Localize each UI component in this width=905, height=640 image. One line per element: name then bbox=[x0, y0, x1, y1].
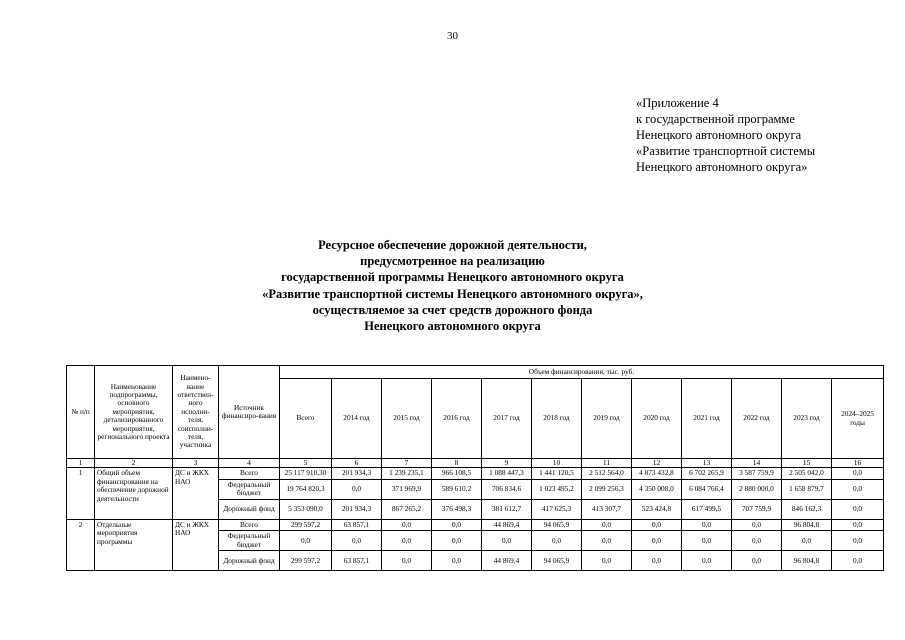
funding-value: 63 857,1 bbox=[332, 519, 382, 530]
funding-value: 0,0 bbox=[732, 551, 782, 571]
table-row bbox=[67, 468, 884, 479]
funding-value: 2 099 256,3 bbox=[582, 479, 632, 499]
title-line: Ресурсное обеспечение дорожной деятельности, bbox=[318, 238, 587, 252]
title-line: «Развитие транспортной системы Ненецкого автономного округа», bbox=[262, 286, 643, 301]
row-num: 2 bbox=[67, 519, 95, 570]
funding-value: 0,0 bbox=[632, 519, 682, 530]
column-number: 7 bbox=[382, 459, 432, 468]
funding-value: 96 804,8 bbox=[782, 551, 832, 571]
column-number: 8 bbox=[432, 459, 482, 468]
funding-value: 0,0 bbox=[582, 551, 632, 571]
funding-value: 0,0 bbox=[832, 468, 884, 479]
funding-value: 2 505 042,0 bbox=[782, 468, 832, 479]
column-number: 13 bbox=[682, 459, 732, 468]
funding-value: 1 239 235,1 bbox=[382, 468, 432, 479]
column-number: 12 bbox=[632, 459, 682, 468]
header-executor: Наимено-вание ответствен-ного исполни-теля, соисполни-теля, участника bbox=[173, 366, 219, 459]
funding-value: 867 265,2 bbox=[382, 499, 432, 519]
column-number: 11 bbox=[582, 459, 632, 468]
funding-value: 0,0 bbox=[732, 519, 782, 530]
funding-value: 4 350 008,0 bbox=[632, 479, 682, 499]
funding-value: 0,0 bbox=[682, 551, 732, 571]
header-year: 2023 год bbox=[782, 379, 832, 459]
header-year: 2018 год bbox=[532, 379, 582, 459]
row-executor: ДС и ЖКХ НАО bbox=[173, 519, 219, 570]
column-number: 6 bbox=[332, 459, 382, 468]
funding-value: 63 857,1 bbox=[332, 551, 382, 571]
header-year: 2019 год bbox=[582, 379, 632, 459]
funding-value: 94 065,9 bbox=[532, 551, 582, 571]
funding-value: 19 764 820,3 bbox=[280, 479, 332, 499]
funding-value: 707 759,9 bbox=[732, 499, 782, 519]
funding-value: 0,0 bbox=[532, 531, 582, 551]
funding-source: Федеральный бюджет bbox=[219, 479, 280, 499]
column-number: 9 bbox=[482, 459, 532, 468]
funding-value: 0,0 bbox=[432, 531, 482, 551]
header-year: Всего bbox=[280, 379, 332, 459]
header-year: 2017 год bbox=[482, 379, 532, 459]
funding-value: 523 424,8 bbox=[632, 499, 682, 519]
funding-value: 2 880 000,0 bbox=[732, 479, 782, 499]
funding-value: 846 162,3 bbox=[782, 499, 832, 519]
row-name: Отдельные мероприятия программы bbox=[95, 519, 173, 570]
header-year: 2015 год bbox=[382, 379, 432, 459]
funding-value: 0,0 bbox=[732, 531, 782, 551]
funding-value: 0,0 bbox=[682, 519, 732, 530]
funding-value: 94 065,9 bbox=[532, 519, 582, 530]
header-year: 2014 год bbox=[332, 379, 382, 459]
funding-value: 201 934,3 bbox=[332, 499, 382, 519]
funding-value: 2 512 564,0 bbox=[582, 468, 632, 479]
appendix-line: Ненецкого автономного округа bbox=[636, 128, 802, 142]
appendix-line: к государственной программе bbox=[636, 112, 795, 126]
column-number: 16 bbox=[832, 459, 884, 468]
funding-value: 413 307,7 bbox=[582, 499, 632, 519]
header-num: № п/п bbox=[67, 366, 95, 459]
funding-value: 0,0 bbox=[482, 531, 532, 551]
row-name: Общий объем финансирования на обеспечение дорожной деятельности bbox=[95, 468, 173, 519]
row-num: 1 bbox=[67, 468, 95, 519]
funding-value: 0,0 bbox=[832, 499, 884, 519]
funding-value: 1 023 495,2 bbox=[532, 479, 582, 499]
funding-value: 0,0 bbox=[332, 479, 382, 499]
funding-source: Дорожный фонд bbox=[219, 499, 280, 519]
column-number: 10 bbox=[532, 459, 582, 468]
funding-value: 3 587 759,9 bbox=[732, 468, 782, 479]
column-number: 3 bbox=[173, 459, 219, 468]
header-year: 2016 год bbox=[432, 379, 482, 459]
header-name: Наименование подпрограммы, основного мероприятия, детализированного мероприятия, регионального проекта bbox=[95, 366, 173, 459]
funding-value: 0,0 bbox=[332, 531, 382, 551]
appendix-line: «Развитие транспортной системы bbox=[636, 144, 816, 158]
funding-value: 0,0 bbox=[682, 531, 732, 551]
appendix-line: Ненецкого автономного округа» bbox=[636, 160, 808, 174]
funding-value: 25 117 910,30 bbox=[280, 468, 332, 479]
funding-value: 0,0 bbox=[832, 531, 884, 551]
funding-value: 44 869,4 bbox=[482, 519, 532, 530]
header-year: 2022 год bbox=[732, 379, 782, 459]
header-source: Источник финансиро-вания bbox=[219, 366, 280, 459]
funding-value: 0,0 bbox=[632, 531, 682, 551]
header-funding: Объем финансирования, тыс. руб. bbox=[280, 366, 884, 379]
funding-value: 0,0 bbox=[582, 531, 632, 551]
funding-value: 0,0 bbox=[632, 551, 682, 571]
funding-value: 376 498,3 bbox=[432, 499, 482, 519]
title-line: предусмотренное на реализацию bbox=[360, 254, 545, 269]
funding-value: 617 499,5 bbox=[682, 499, 732, 519]
funding-source: Всего bbox=[219, 468, 280, 479]
title-line: государственной программы Ненецкого автономного округа bbox=[281, 270, 624, 285]
funding-value: 0,0 bbox=[782, 531, 832, 551]
funding-value: 299 597,2 bbox=[280, 519, 332, 530]
funding-value: 0,0 bbox=[382, 519, 432, 530]
header-year: 2020 год bbox=[632, 379, 682, 459]
funding-value: 1 088 447,3 bbox=[482, 468, 532, 479]
funding-source: Всего bbox=[219, 519, 280, 530]
funding-value: 0,0 bbox=[832, 479, 884, 499]
funding-value: 1 658 879,7 bbox=[782, 479, 832, 499]
funding-value: 0,0 bbox=[582, 519, 632, 530]
funding-table bbox=[66, 365, 884, 571]
table-row bbox=[67, 519, 884, 530]
funding-value: 299 597,2 bbox=[280, 551, 332, 571]
header-year: 2024–2025 годы bbox=[832, 379, 884, 459]
funding-value: 6 702 265,9 bbox=[682, 468, 732, 479]
column-number-row bbox=[67, 459, 884, 468]
funding-value: 0,0 bbox=[280, 531, 332, 551]
funding-value: 589 610,2 bbox=[432, 479, 482, 499]
column-number: 14 bbox=[732, 459, 782, 468]
funding-value: 4 873 432,8 bbox=[632, 468, 682, 479]
header-year: 2021 год bbox=[682, 379, 732, 459]
funding-value: 6 084 766,4 bbox=[682, 479, 732, 499]
funding-value: 381 612,7 bbox=[482, 499, 532, 519]
page-number: 30 bbox=[447, 30, 458, 42]
funding-value: 5 353 090,0 bbox=[280, 499, 332, 519]
funding-value: 44 869,4 bbox=[482, 551, 532, 571]
title-line: Ненецкого автономного округа bbox=[364, 319, 541, 334]
funding-value: 0,0 bbox=[382, 531, 432, 551]
funding-value: 0,0 bbox=[432, 519, 482, 530]
funding-source: Федеральный бюджет bbox=[219, 531, 280, 551]
column-number: 1 bbox=[67, 459, 95, 468]
column-number: 15 bbox=[782, 459, 832, 468]
funding-value: 0,0 bbox=[382, 551, 432, 571]
row-executor: ДС и ЖКХ НАО bbox=[173, 468, 219, 519]
appendix-note bbox=[636, 95, 815, 175]
funding-value: 706 834,6 bbox=[482, 479, 532, 499]
column-number: 4 bbox=[219, 459, 280, 468]
funding-value: 0,0 bbox=[432, 551, 482, 571]
title-line: осуществляемое за счет средств дорожного фонда bbox=[312, 302, 593, 317]
funding-value: 96 804,8 bbox=[782, 519, 832, 530]
funding-value: 0,0 bbox=[832, 551, 884, 571]
document-title bbox=[150, 237, 755, 334]
funding-value: 0,0 bbox=[832, 519, 884, 530]
column-number: 2 bbox=[95, 459, 173, 468]
appendix-line: «Приложение 4 bbox=[636, 96, 719, 110]
funding-source: Дорожный фонд bbox=[219, 551, 280, 571]
funding-value: 371 969,9 bbox=[382, 479, 432, 499]
funding-value: 1 441 120,5 bbox=[532, 468, 582, 479]
funding-value: 966 108,5 bbox=[432, 468, 482, 479]
funding-value: 201 934,3 bbox=[332, 468, 382, 479]
column-number: 5 bbox=[280, 459, 332, 468]
funding-value: 417 625,3 bbox=[532, 499, 582, 519]
